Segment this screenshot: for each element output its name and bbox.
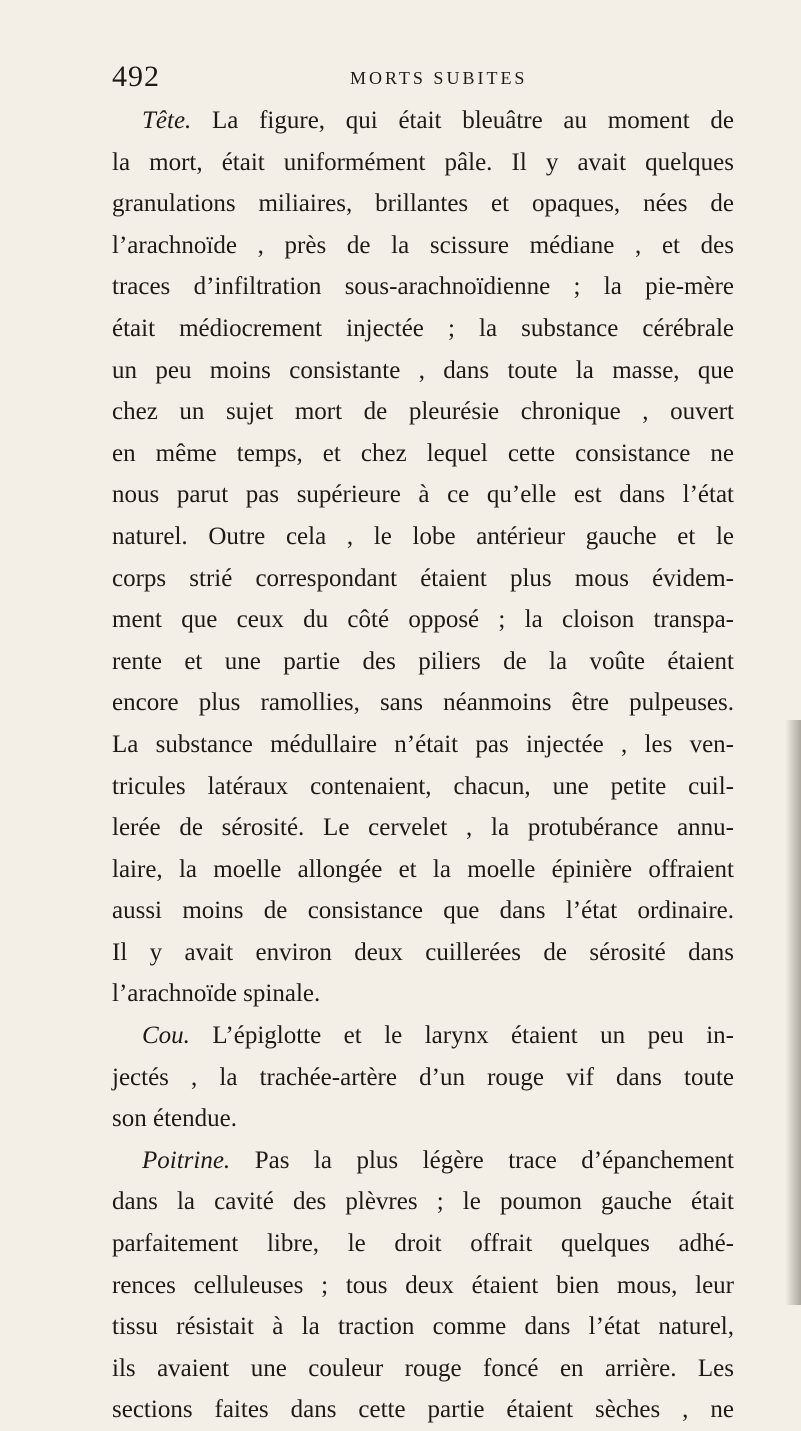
- text-line: granulations miliaires, brillantes et opaques, nées de: [112, 190, 734, 218]
- text-line: rences celluleuses ; tous deux étaient bien mous, leur: [112, 1271, 734, 1299]
- line-text: La figure, qui était bleuâtre au moment de: [191, 107, 734, 134]
- body-text: [112, 100, 734, 1431]
- text-line: La substance médullaire n’était pas injectée , les ven-: [112, 730, 734, 758]
- section-heading-tete: Tête.: [142, 107, 192, 134]
- running-title: MORTS SUBITES: [350, 68, 528, 88]
- text-line: en même temps, et chez lequel cette consistance ne: [112, 439, 734, 467]
- text-line: était médiocrement injectée ; la substance cérébrale: [112, 314, 734, 342]
- text-line: [112, 1015, 734, 1057]
- line-text: Pas la plus légère trace d’épanchement: [230, 1146, 734, 1174]
- text-line: tissu résistait à la traction comme dans l’état naturel,: [112, 1313, 734, 1341]
- text-line: Il y avait environ deux cuillerées de sérosité dans: [112, 938, 734, 966]
- text-line: [112, 100, 734, 142]
- text-line: tricules latéraux contenaient, chacun, une petite cuil-: [112, 772, 734, 800]
- page-number: 492: [112, 60, 160, 93]
- text-line: lerée de sérosité. Le cervelet , la protubérance annu-: [112, 814, 734, 842]
- page-header: [112, 60, 732, 100]
- text-line: laire, la moelle allongée et la moelle épinière offraient: [112, 855, 734, 883]
- text-line: la mort, était uniformément pâle. Il y avait quelques: [112, 148, 734, 176]
- text-line: naturel. Outre cela , le lobe antérieur gauche et le: [112, 522, 734, 550]
- text-line: parfaitement libre, le droit offrait quelques adhé-: [112, 1230, 734, 1258]
- text-line: rente et une partie des piliers de la voûte étaient: [112, 647, 734, 675]
- text-line: encore plus ramollies, sans néanmoins être pulpeuses.: [112, 689, 734, 717]
- text-line: aussi moins de consistance que dans l’état ordinaire.: [112, 897, 734, 925]
- text-line: sections faites dans cette partie étaient sèches , ne: [112, 1396, 734, 1424]
- text-line: son étendue.: [112, 1105, 237, 1133]
- text-line: jectés , la trachée-artère d’un rouge vif dans toute: [112, 1063, 734, 1091]
- text-line: ment que ceux du côté opposé ; la cloison transpa-: [112, 606, 734, 634]
- text-line: l’arachnoïde , près de la scissure médiane , et des: [112, 231, 734, 259]
- scan-edge-shadow: [785, 720, 801, 1305]
- section-heading-cou: Cou.: [142, 1022, 190, 1050]
- text-line: dans la cavité des plèvres ; le poumon gauche était: [112, 1188, 734, 1216]
- text-line: chez un sujet mort de pleurésie chronique , ouvert: [112, 398, 734, 426]
- text-line: traces d’infiltration sous-arachnoïdienne ; la pie-mère: [112, 273, 734, 301]
- text-line: un peu moins consistante , dans toute la masse, que: [112, 356, 734, 384]
- text-line: ils avaient une couleur rouge foncé en arrière. Les: [112, 1354, 734, 1382]
- text-line: [112, 1140, 734, 1182]
- section-heading-poitrine: Poitrine.: [142, 1146, 231, 1174]
- text-line: corps strié correspondant étaient plus mous évidem-: [112, 564, 734, 592]
- text-line: l’arachnoïde spinale.: [112, 980, 321, 1008]
- line-text: L’épiglotte et le larynx étaient un peu in-: [189, 1022, 734, 1050]
- text-line: nous parut pas supérieure à ce qu’elle est dans l’état: [112, 481, 734, 509]
